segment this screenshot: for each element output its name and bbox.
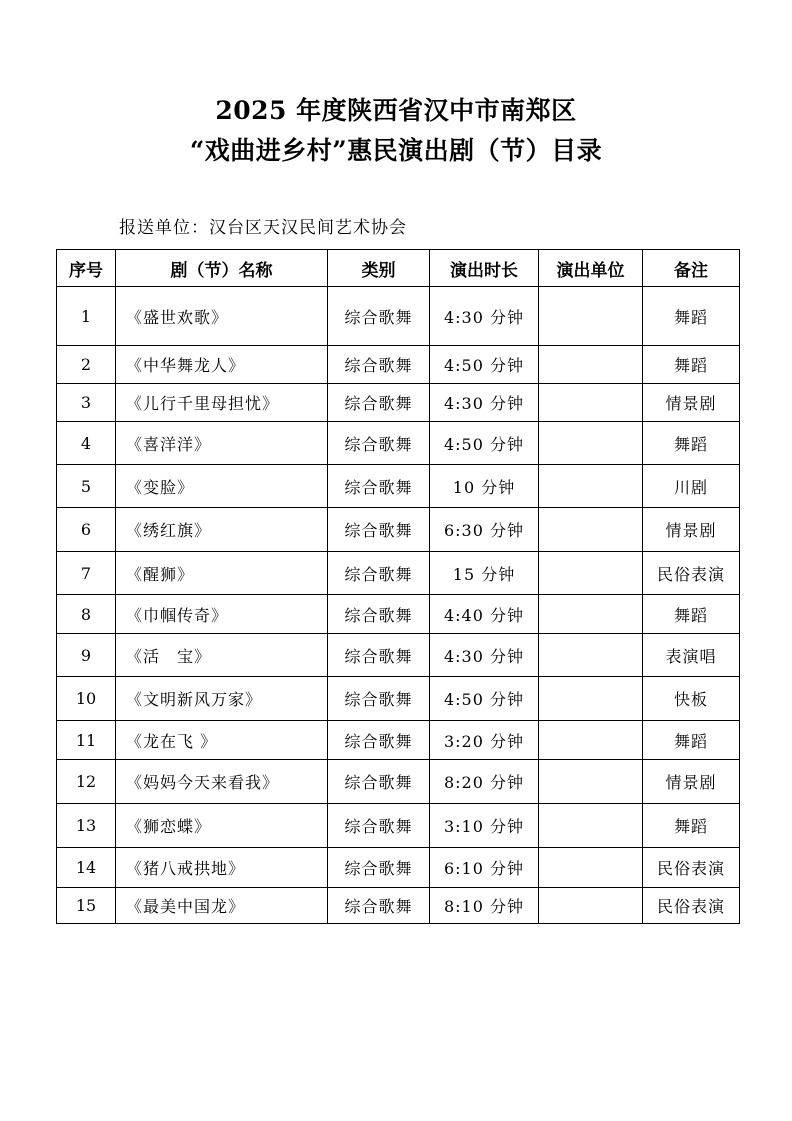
cell-unit — [539, 508, 643, 552]
cell-name: 《儿行千里母担忧》 — [116, 384, 328, 422]
cell-unit — [539, 804, 643, 848]
cell-name: 《猪八戒拱地》 — [116, 848, 328, 888]
cell-name: 《最美中国龙》 — [116, 888, 328, 924]
cell-no: 4 — [57, 422, 116, 465]
cell-no: 5 — [57, 465, 116, 508]
cell-duration: 4:50 分钟 — [430, 346, 539, 384]
table-row — [57, 721, 740, 760]
cell-unit — [539, 721, 643, 760]
cell-unit — [539, 465, 643, 508]
cell-name: 《变脸》 — [116, 465, 328, 508]
cell-note: 舞蹈 — [643, 595, 740, 634]
cell-note: 情景剧 — [643, 384, 740, 422]
document-title-line2: “戏曲进乡村”惠民演出剧（节）目录 — [189, 136, 603, 165]
cell-name: 《活 宝》 — [116, 634, 328, 677]
document-title-line1: 2025 年度陕西省汉中市南郑区 — [215, 96, 577, 125]
cell-no: 1 — [57, 287, 116, 346]
cell-duration: 8:10 分钟 — [430, 888, 539, 924]
cell-no: 15 — [57, 888, 116, 924]
cell-type: 综合歌舞 — [328, 287, 430, 346]
table-row — [57, 552, 740, 595]
cell-note: 民俗表演 — [643, 552, 740, 595]
header-name: 剧（节）名称 — [116, 250, 328, 287]
header-unit: 演出单位 — [539, 250, 643, 287]
cell-type: 综合歌舞 — [328, 888, 430, 924]
cell-no: 3 — [57, 384, 116, 422]
cell-name: 《巾帼传奇》 — [116, 595, 328, 634]
cell-name: 《醒狮》 — [116, 552, 328, 595]
header-type: 类别 — [328, 250, 430, 287]
cell-type: 综合歌舞 — [328, 760, 430, 804]
cell-note: 舞蹈 — [643, 422, 740, 465]
cell-note: 民俗表演 — [643, 888, 740, 924]
cell-note: 情景剧 — [643, 508, 740, 552]
cell-no: 13 — [57, 804, 116, 848]
table-row — [57, 848, 740, 888]
header-duration: 演出时长 — [430, 250, 539, 287]
cell-unit — [539, 595, 643, 634]
cell-duration: 15 分钟 — [430, 552, 539, 595]
cell-unit — [539, 287, 643, 346]
cell-unit — [539, 634, 643, 677]
cell-type: 综合歌舞 — [328, 552, 430, 595]
cell-no: 2 — [57, 346, 116, 384]
cell-duration: 8:20 分钟 — [430, 760, 539, 804]
submitter-line: 报送单位：汉台区天汉民间艺术协会 — [119, 218, 407, 238]
cell-type: 综合歌舞 — [328, 634, 430, 677]
table-row — [57, 287, 740, 346]
cell-note: 舞蹈 — [643, 346, 740, 384]
cell-note: 川剧 — [643, 465, 740, 508]
cell-note: 情景剧 — [643, 760, 740, 804]
table-row — [57, 634, 740, 677]
cell-type: 综合歌舞 — [328, 384, 430, 422]
cell-duration: 4:50 分钟 — [430, 677, 539, 721]
table-row — [57, 677, 740, 721]
cell-type: 综合歌舞 — [328, 677, 430, 721]
cell-note: 快板 — [643, 677, 740, 721]
cell-name: 《喜洋洋》 — [116, 422, 328, 465]
cell-unit — [539, 760, 643, 804]
table-row — [57, 465, 740, 508]
header-note: 备注 — [643, 250, 740, 287]
cell-note: 表演唱 — [643, 634, 740, 677]
cell-unit — [539, 384, 643, 422]
cell-type: 综合歌舞 — [328, 595, 430, 634]
cell-unit — [539, 677, 643, 721]
cell-no: 6 — [57, 508, 116, 552]
cell-note: 民俗表演 — [643, 848, 740, 888]
cell-type: 综合歌舞 — [328, 422, 430, 465]
cell-note: 舞蹈 — [643, 721, 740, 760]
cell-name: 《绣红旗》 — [116, 508, 328, 552]
table-row — [57, 422, 740, 465]
cell-unit — [539, 346, 643, 384]
table-row — [57, 346, 740, 384]
table-row — [57, 384, 740, 422]
cell-type: 综合歌舞 — [328, 721, 430, 760]
cell-duration: 4:40 分钟 — [430, 595, 539, 634]
table-row — [57, 595, 740, 634]
cell-note: 舞蹈 — [643, 804, 740, 848]
cell-name: 《盛世欢歌》 — [116, 287, 328, 346]
cell-unit — [539, 552, 643, 595]
table-header-row — [57, 250, 740, 287]
program-catalog-table — [56, 249, 740, 924]
cell-type: 综合歌舞 — [328, 848, 430, 888]
cell-no: 11 — [57, 721, 116, 760]
table-row — [57, 888, 740, 924]
cell-no: 14 — [57, 848, 116, 888]
cell-duration: 3:10 分钟 — [430, 804, 539, 848]
cell-no: 8 — [57, 595, 116, 634]
cell-no: 9 — [57, 634, 116, 677]
cell-unit — [539, 848, 643, 888]
cell-name: 《狮恋蝶》 — [116, 804, 328, 848]
table-row — [57, 760, 740, 804]
cell-type: 综合歌舞 — [328, 346, 430, 384]
cell-type: 综合歌舞 — [328, 465, 430, 508]
cell-note: 舞蹈 — [643, 287, 740, 346]
cell-name: 《龙在飞 》 — [116, 721, 328, 760]
cell-duration: 4:30 分钟 — [430, 287, 539, 346]
cell-duration: 4:30 分钟 — [430, 384, 539, 422]
cell-duration: 4:50 分钟 — [430, 422, 539, 465]
cell-type: 综合歌舞 — [328, 508, 430, 552]
table-row — [57, 804, 740, 848]
cell-duration: 4:30 分钟 — [430, 634, 539, 677]
cell-unit — [539, 888, 643, 924]
cell-name: 《文明新风万家》 — [116, 677, 328, 721]
cell-duration: 6:30 分钟 — [430, 508, 539, 552]
cell-duration: 3:20 分钟 — [430, 721, 539, 760]
cell-no: 12 — [57, 760, 116, 804]
cell-type: 综合歌舞 — [328, 804, 430, 848]
cell-name: 《中华舞龙人》 — [116, 346, 328, 384]
cell-unit — [539, 422, 643, 465]
cell-duration: 6:10 分钟 — [430, 848, 539, 888]
table-row — [57, 508, 740, 552]
header-no: 序号 — [57, 250, 116, 287]
cell-name: 《妈妈今天来看我》 — [116, 760, 328, 804]
cell-no: 10 — [57, 677, 116, 721]
cell-duration: 10 分钟 — [430, 465, 539, 508]
cell-no: 7 — [57, 552, 116, 595]
